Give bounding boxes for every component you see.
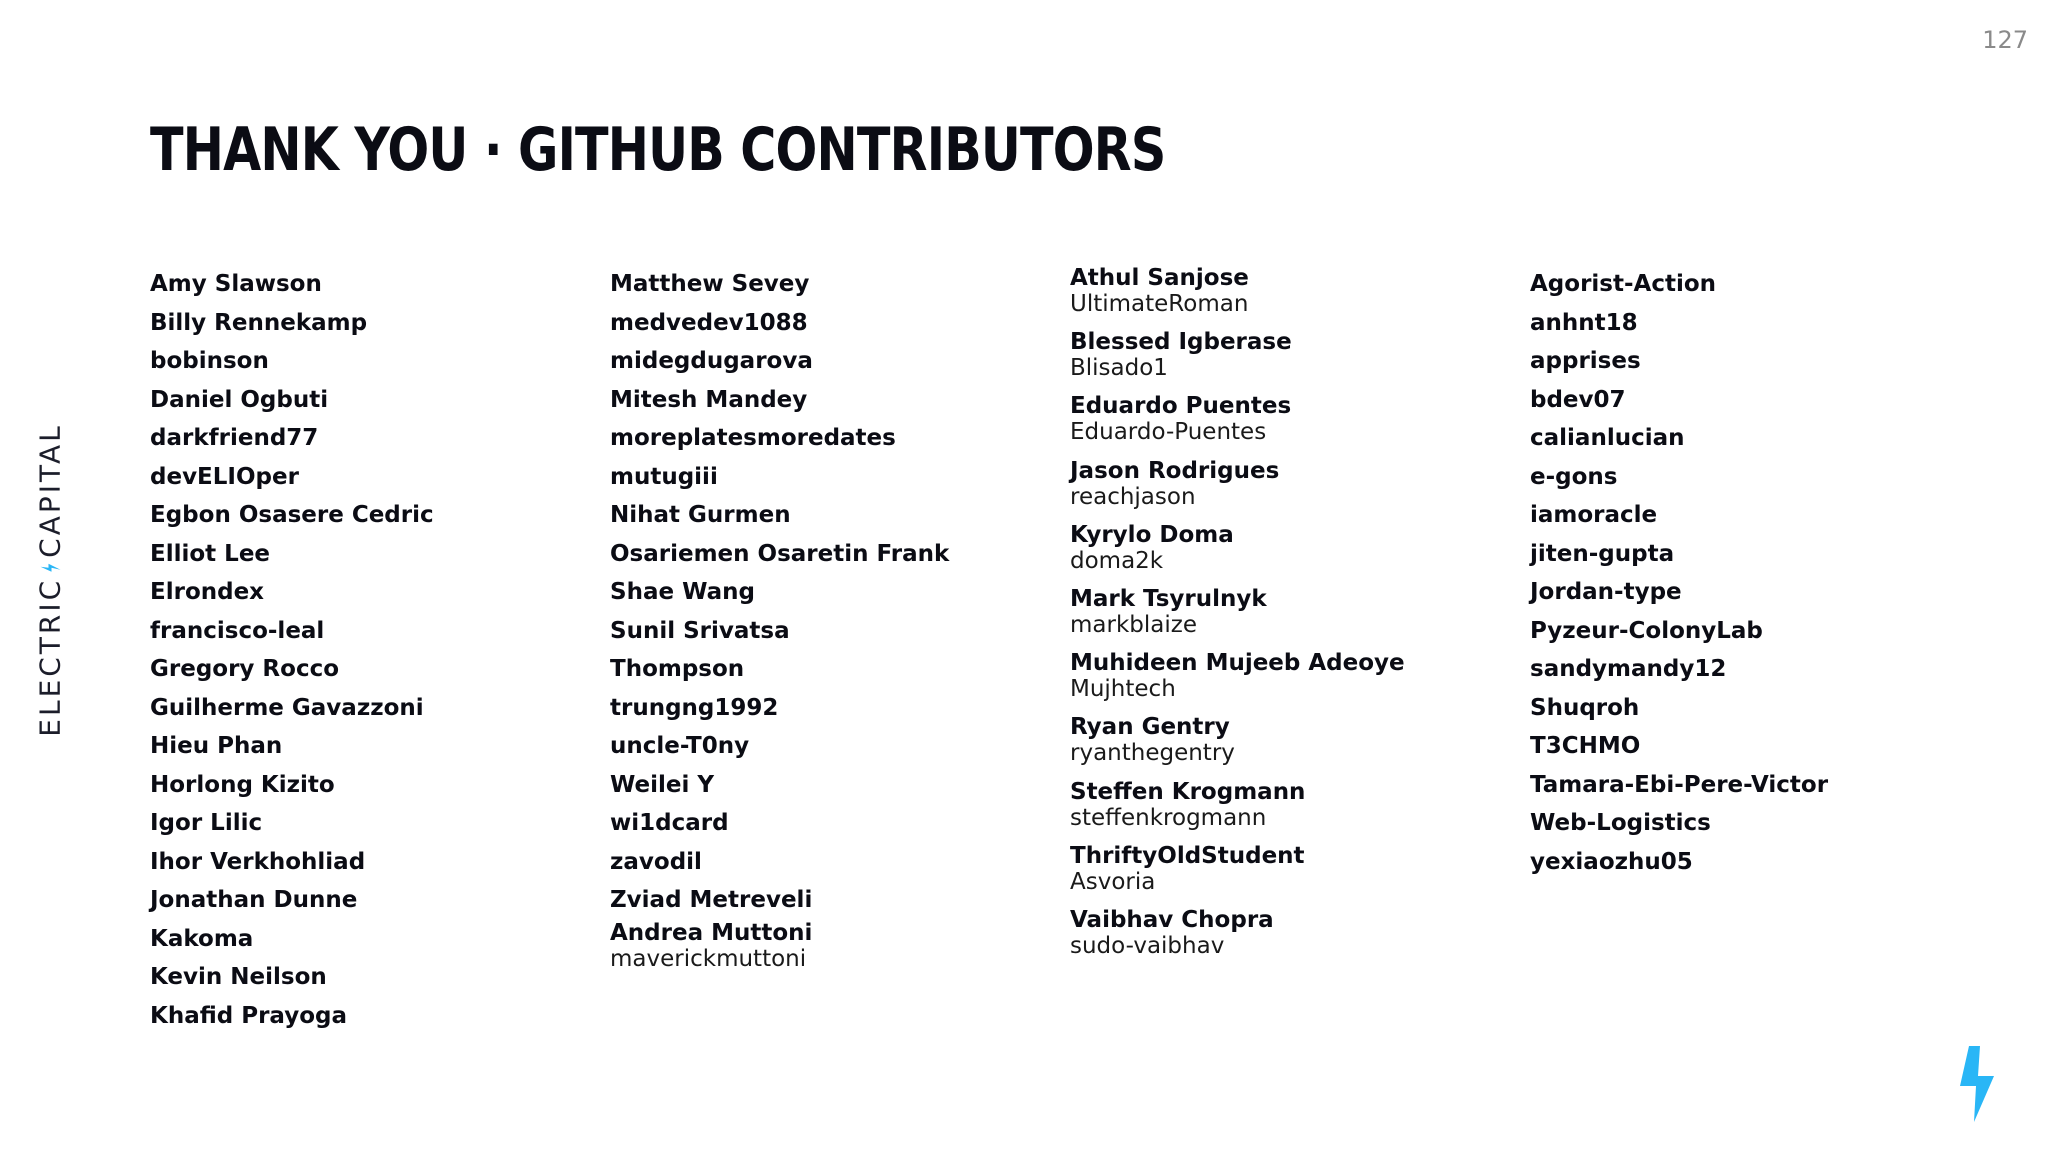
contributor-name: Muhideen Mujeeb Adeoye bbox=[1070, 650, 1405, 677]
contributor-name: Gregory Rocco bbox=[150, 656, 340, 682]
contributor-name: Agorist-Action bbox=[1530, 271, 1717, 297]
contributors-column-1 bbox=[150, 265, 590, 1035]
contributor-name: e-gons bbox=[1530, 463, 1618, 490]
contributor-handle: Blisado1 bbox=[1070, 355, 1168, 382]
contributor-name: Tamara-Ebi-Pere-Victor bbox=[1530, 771, 1829, 798]
contributor-name: Steffen Krogmann bbox=[1070, 778, 1306, 805]
contributor-name: sandymandy12 bbox=[1530, 656, 1727, 682]
contributor-entry bbox=[1070, 393, 1510, 457]
contributor-name: moreplatesmoredates bbox=[610, 425, 896, 451]
contributor-name: Osariemen Osaretin Frank bbox=[610, 540, 950, 567]
contributor-name: Zviad Metreveli bbox=[610, 887, 813, 913]
contributor-name: Jonathan Dunne bbox=[150, 887, 358, 913]
page-number: 127 bbox=[1982, 26, 2028, 54]
contributor-handle: sudo-vaibhav bbox=[1070, 932, 1225, 959]
contributor-handle: Mujhtech bbox=[1070, 676, 1176, 703]
contributor-name: francisco-leal bbox=[150, 617, 325, 644]
contributor-name: T3CHMO bbox=[1530, 733, 1641, 759]
contributor-name: Eduardo Puentes bbox=[1070, 393, 1292, 420]
contributor-handle: doma2k bbox=[1070, 547, 1164, 574]
contributor-name: calianlucian bbox=[1530, 425, 1685, 451]
contributor-handle: Eduardo-Puentes bbox=[1070, 419, 1267, 446]
contributor-entry bbox=[1070, 458, 1510, 522]
contributor-name: jiten-gupta bbox=[1530, 540, 1675, 567]
page-title: THANK YOU · GITHUB CONTRIBUTORS bbox=[150, 115, 1166, 185]
contributor-name: Sunil Srivatsa bbox=[610, 617, 790, 644]
contributor-name: Nihat Gurmen bbox=[610, 502, 791, 528]
contributor-entry bbox=[1070, 843, 1510, 907]
contributor-name: darkfriend77 bbox=[150, 425, 319, 451]
contributor-name: medvedev1088 bbox=[610, 309, 808, 336]
contributor-name: Khafid Prayoga bbox=[150, 1002, 348, 1029]
contributor-name: mutugiii bbox=[610, 463, 718, 490]
contributor-entry bbox=[1070, 265, 1510, 329]
contributor-name: Kyrylo Doma bbox=[1070, 521, 1234, 548]
lightning-bolt-icon bbox=[1960, 1046, 1994, 1122]
contributor-name: yexiaozhu05 bbox=[1530, 848, 1693, 875]
contributor-entry bbox=[1070, 329, 1510, 393]
brand-word-left: ELECTRIC bbox=[33, 577, 67, 737]
contributor-name: Daniel Ogbuti bbox=[150, 386, 329, 413]
contributor-name: Horlong Kizito bbox=[150, 771, 335, 798]
contributor-name: Vaibhav Chopra bbox=[1070, 906, 1274, 933]
contributor-name: iamoracle bbox=[1530, 502, 1658, 528]
contributor-entry bbox=[1070, 907, 1510, 971]
lightning-bolt-icon bbox=[40, 561, 60, 575]
contributor-name: Ihor Verkhohliad bbox=[150, 848, 366, 875]
contributor-name: Pyzeur-ColonyLab bbox=[1530, 617, 1763, 644]
contributor-name: Shae Wang bbox=[610, 579, 755, 605]
contributor-name: Matthew Sevey bbox=[610, 271, 810, 297]
contributor-name: anhnt18 bbox=[1530, 309, 1638, 336]
contributor-entry bbox=[610, 920, 1050, 984]
contributor-entry bbox=[1070, 714, 1510, 778]
contributor-handle: Asvoria bbox=[1070, 868, 1156, 895]
contributor-name: Ryan Gentry bbox=[1070, 714, 1230, 741]
contributor-name: zavodil bbox=[610, 848, 702, 875]
contributor-name: Elrondex bbox=[150, 579, 265, 605]
contributor-handle: maverickmuttoni bbox=[610, 945, 807, 972]
contributor-handle: UltimateRoman bbox=[1070, 291, 1249, 317]
contributor-name: Web-Logistics bbox=[1530, 810, 1711, 836]
contributor-name: Guilherme Gavazzoni bbox=[150, 694, 424, 721]
contributor-name: Athul Sanjose bbox=[1070, 265, 1249, 291]
contributor-name: wi1dcard bbox=[610, 810, 729, 836]
contributor-name: Jason Rodrigues bbox=[1070, 457, 1280, 484]
contributor-name: Igor Lilic bbox=[150, 810, 263, 836]
contributor-name: Blessed Igberase bbox=[1070, 329, 1292, 356]
contributors-column-2 bbox=[610, 265, 1050, 984]
contributor-name: Billy Rennekamp bbox=[150, 309, 368, 336]
contributor-handle: markblaize bbox=[1070, 611, 1197, 638]
contributor-handle: reachjason bbox=[1070, 483, 1196, 510]
contributor-handle: ryanthegentry bbox=[1070, 740, 1235, 767]
contributor-name: Kakoma bbox=[150, 925, 254, 952]
contributor-name: Egbon Osasere Cedric bbox=[150, 502, 434, 528]
contributor-entry bbox=[1070, 779, 1510, 843]
contributor-name: bobinson bbox=[150, 348, 269, 374]
contributor-name: Hieu Phan bbox=[150, 733, 283, 759]
contributor-handle: steffenkrogmann bbox=[1070, 804, 1267, 831]
contributor-name: Jordan-type bbox=[1530, 579, 1682, 605]
contributor-name: Kevin Neilson bbox=[150, 964, 327, 990]
contributor-name: apprises bbox=[1530, 348, 1641, 374]
contributor-entry bbox=[1070, 522, 1510, 586]
contributors-column-4 bbox=[1530, 265, 1970, 881]
contributor-name: ThriftyOldStudent bbox=[1070, 842, 1305, 869]
brand-logo bbox=[34, 423, 67, 736]
contributor-name: trungng1992 bbox=[610, 694, 779, 721]
contributor-name: Mark Tsyrulnyk bbox=[1070, 585, 1267, 612]
contributor-name: Mitesh Mandey bbox=[610, 386, 808, 413]
contributor-entry bbox=[1070, 586, 1510, 650]
contributor-name: Amy Slawson bbox=[150, 271, 322, 297]
contributor-name: Elliot Lee bbox=[150, 540, 271, 567]
contributor-name: Shuqroh bbox=[1530, 694, 1640, 721]
contributor-name: devELIOper bbox=[150, 463, 299, 490]
contributor-name: Andrea Muttoni bbox=[610, 919, 813, 946]
contributor-name: midegdugarova bbox=[610, 348, 813, 374]
contributor-entry bbox=[1070, 650, 1510, 714]
contributor-name: Thompson bbox=[610, 656, 745, 682]
brand-word-right: CAPITAL bbox=[33, 423, 67, 558]
contributor-name: Weilei Y bbox=[610, 771, 715, 798]
contributor-name: uncle-T0ny bbox=[610, 733, 750, 759]
contributor-name: bdev07 bbox=[1530, 386, 1626, 413]
contributors-column-3 bbox=[1070, 265, 1510, 971]
